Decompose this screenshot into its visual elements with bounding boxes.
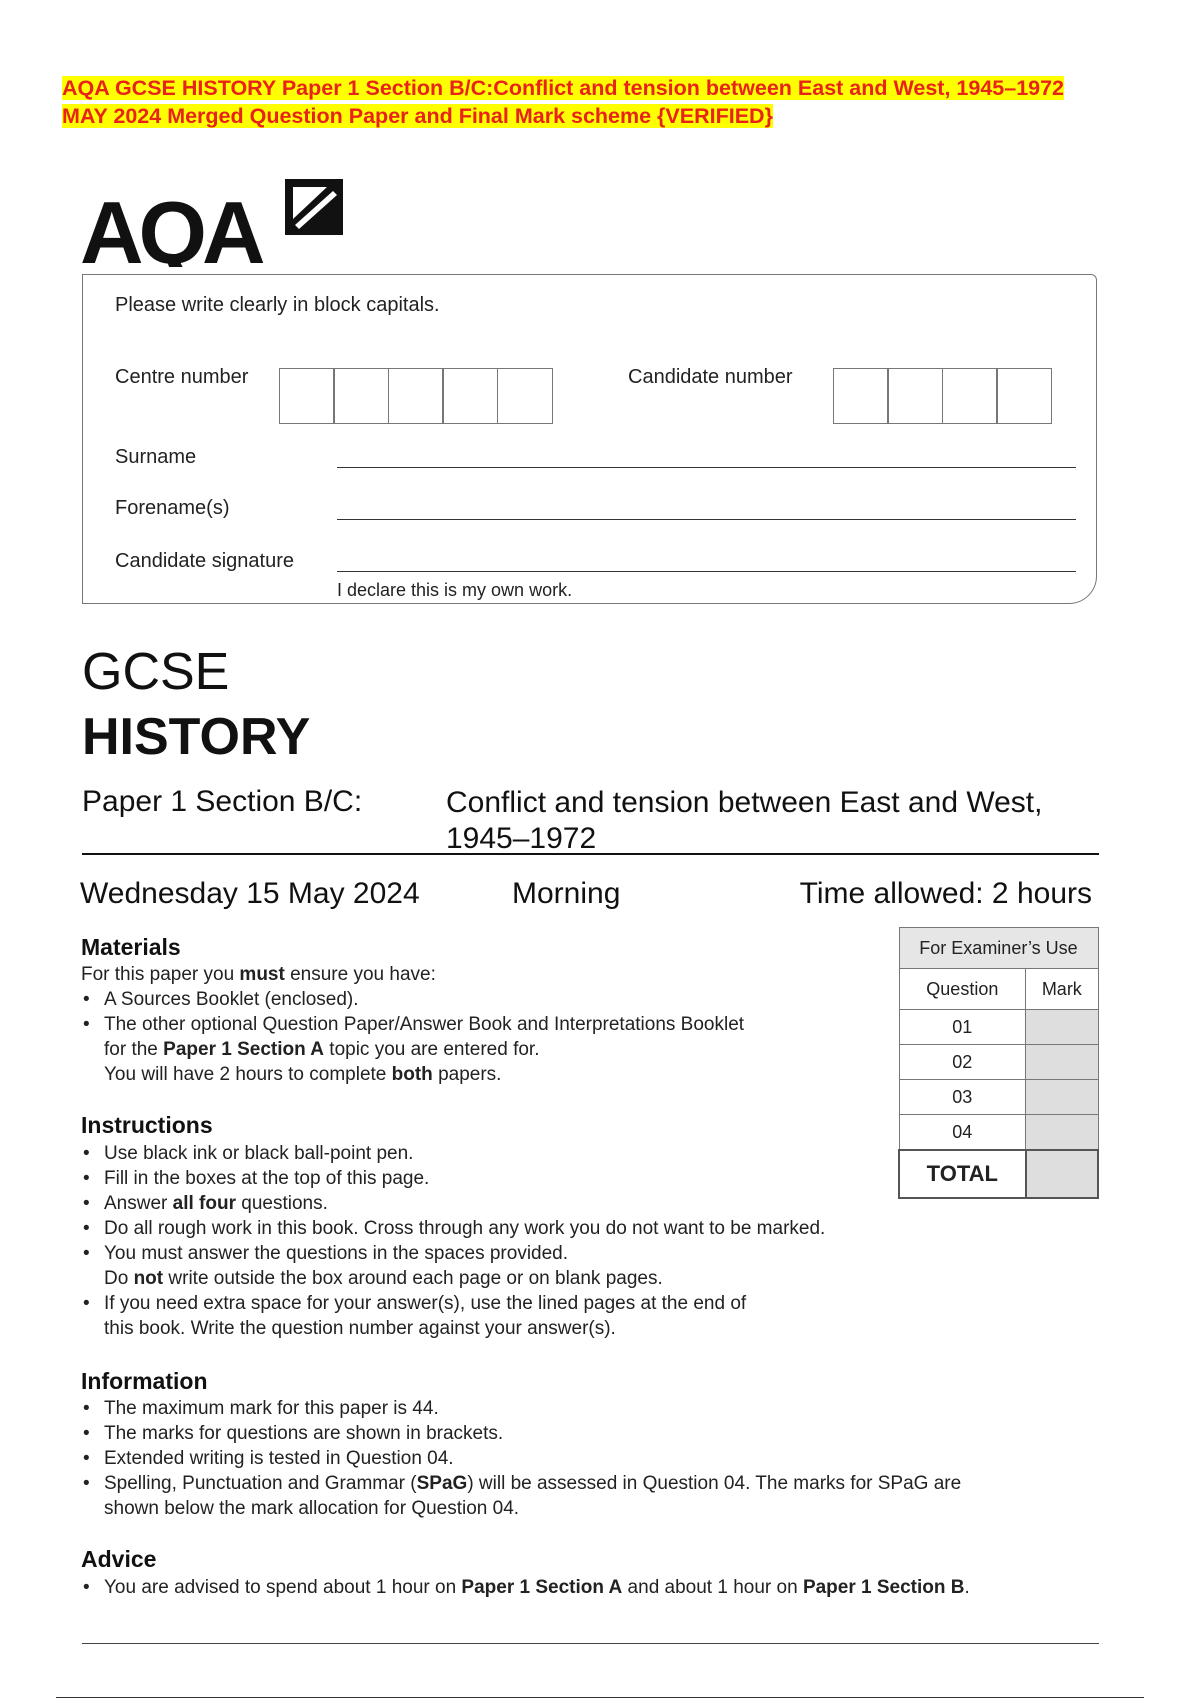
paper-topic-line-2: 1945–1972 <box>446 822 597 855</box>
candidate-number-label: Candidate number <box>628 366 793 388</box>
information-heading: Information <box>81 1368 208 1394</box>
list-item: • A Sources Booklet (enclosed). <box>81 987 744 1012</box>
centre-digit-box[interactable] <box>442 368 498 424</box>
list-item: • Use black ink or black ball-point pen. <box>81 1141 825 1166</box>
advice-list <box>81 1575 970 1600</box>
centre-digit-box[interactable] <box>279 368 335 424</box>
mark-cell <box>1026 1115 1098 1151</box>
forename-label: Forename(s) <box>115 497 230 519</box>
list-item: • The maximum mark for this paper is 44. <box>81 1396 961 1421</box>
exam-date: Wednesday 15 May 2024 <box>80 877 420 910</box>
question-number: 01 <box>899 1010 1026 1045</box>
qualification-title: GCSE <box>82 643 230 701</box>
information-list <box>81 1396 961 1521</box>
mark-cell <box>1026 1080 1098 1115</box>
examiners-use-table <box>898 927 1099 1199</box>
question-column-header: Question <box>899 969 1026 1010</box>
time-allowed: Time allowed: 2 hours <box>799 877 1092 910</box>
centre-digit-box[interactable] <box>388 368 444 424</box>
total-mark-cell <box>1026 1150 1098 1198</box>
centre-digit-box[interactable] <box>333 368 389 424</box>
declaration-text: I declare this is my own work. <box>337 580 573 600</box>
list-item: • The other optional Question Paper/Answer Book and Interpretations Booklet for the Paper 1 Section A topic you are entered for. You will have 2 hours to complete both papers. <box>81 1012 744 1087</box>
paper-topic-line-1: Conflict and tension between East and West, <box>446 786 1043 819</box>
materials-list <box>81 987 744 1087</box>
question-number: 04 <box>899 1115 1026 1151</box>
list-item: • If you need extra space for your answer(s), use the lined pages at the end of this book. Write the question number against your answer(s). <box>81 1291 825 1341</box>
list-item: • You are advised to spend about 1 hour on Paper 1 Section A and about 1 hour on Paper 1 Section B. <box>81 1575 970 1600</box>
list-item: • Answer all four questions. <box>81 1191 825 1216</box>
document-banner <box>62 74 1192 130</box>
advice-heading: Advice <box>81 1546 157 1572</box>
aqa-logo <box>80 175 345 272</box>
question-number: 02 <box>899 1045 1026 1080</box>
instructions-list <box>81 1141 825 1341</box>
total-label: TOTAL <box>899 1150 1026 1198</box>
surname-line[interactable] <box>337 467 1076 468</box>
surname-label: Surname <box>115 446 197 468</box>
list-item: • Spelling, Punctuation and Grammar (SPaG) will be assessed in Question 04. The marks for SPaG are shown below the mark allocation for Question 04. <box>81 1471 961 1521</box>
candidate-digit-box[interactable] <box>833 368 889 424</box>
instructions-heading: Instructions <box>81 1112 213 1138</box>
banner-line-2: MAY 2024 Merged Question Paper and Final Mark scheme {VERIFIED} <box>62 104 773 128</box>
list-item: • Extended writing is tested in Question 04. <box>81 1446 961 1471</box>
exam-session: Morning <box>512 877 621 910</box>
examiner-table-header: For Examiner’s Use <box>899 928 1098 969</box>
signature-line[interactable] <box>337 571 1076 572</box>
list-item: • The marks for questions are shown in brackets. <box>81 1421 961 1446</box>
candidate-digit-box[interactable] <box>942 368 998 424</box>
footer-divider <box>82 1643 1099 1644</box>
candidate-digit-box[interactable] <box>996 368 1052 424</box>
centre-digit-box[interactable] <box>497 368 553 424</box>
materials-heading: Materials <box>81 934 181 960</box>
page-bottom-rule <box>56 1697 1144 1698</box>
list-item: • Fill in the boxes at the top of this page. <box>81 1166 825 1191</box>
list-item: • Do all rough work in this book. Cross through any work you do not want to be marked. <box>81 1216 825 1241</box>
mark-column-header: Mark <box>1026 969 1098 1010</box>
subject-title: HISTORY <box>82 708 311 766</box>
forename-line[interactable] <box>337 519 1076 520</box>
signature-label: Candidate signature <box>115 550 295 572</box>
mark-cell <box>1026 1045 1098 1080</box>
candidate-digit-box[interactable] <box>887 368 943 424</box>
centre-number-label: Centre number <box>115 366 249 388</box>
banner-line-1: AQA GCSE HISTORY Paper 1 Section B/C:Conflict and tension between East and West, 1945–1972 <box>62 76 1065 100</box>
aqa-logo-text: AQA <box>80 183 261 267</box>
centre-number-boxes[interactable] <box>280 368 553 424</box>
paper-name: Paper 1 Section B/C: <box>82 785 363 818</box>
materials-intro: For this paper you must ensure you have: <box>81 964 436 985</box>
list-item: • You must answer the questions in the spaces provided. Do not write outside the box around each page or on blank pages. <box>81 1241 825 1291</box>
mark-cell <box>1026 1010 1098 1045</box>
paper-topic <box>446 785 1086 857</box>
title-divider <box>82 853 1099 855</box>
candidate-number-boxes[interactable] <box>834 368 1052 424</box>
block-capitals-instruction: Please write clearly in block capitals. <box>115 294 440 316</box>
question-number: 03 <box>899 1080 1026 1115</box>
